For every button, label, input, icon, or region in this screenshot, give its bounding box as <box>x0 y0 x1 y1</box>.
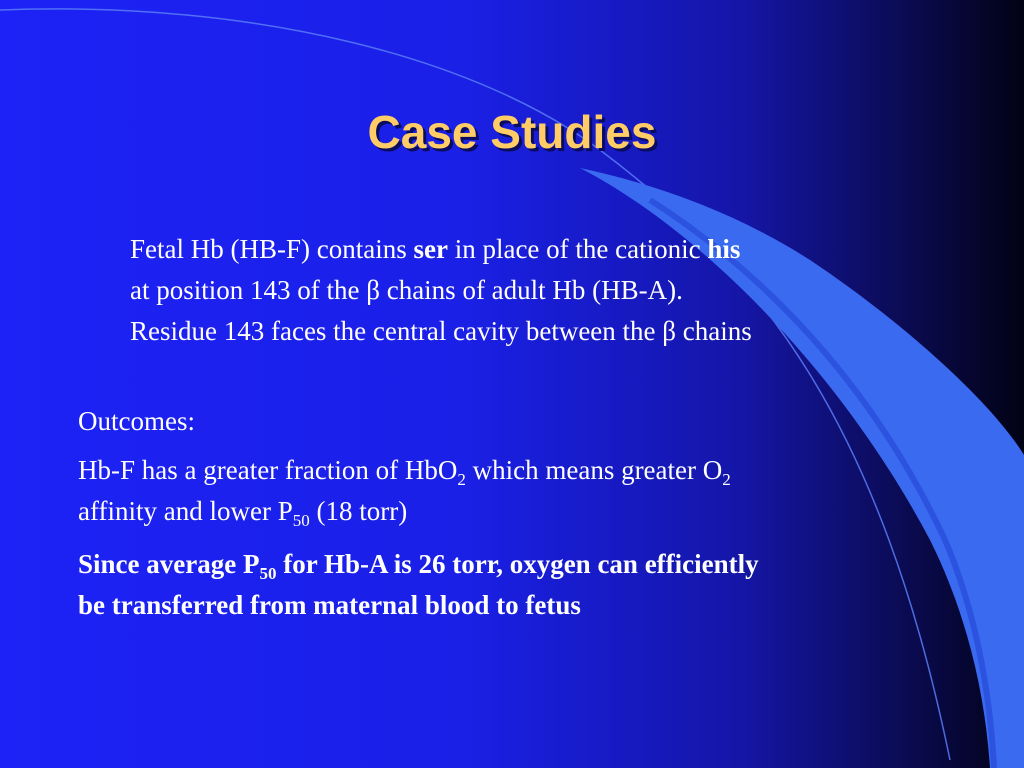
intro-bold-ser: ser <box>413 234 448 264</box>
p1-line2-text-a: affinity and lower P <box>78 496 293 526</box>
outcomes-p1-line-2 <box>78 491 978 532</box>
intro-bold-his: his <box>707 234 741 264</box>
p1-text-b: which means greater O <box>465 455 723 485</box>
p1-line2-subscript: 50 <box>292 511 310 530</box>
intro-line-1-text-a: Fetal Hb (HB-F) contains <box>130 234 414 264</box>
outcomes-p2-line-2: be transferred from maternal blood to fetus <box>78 590 581 620</box>
p1-subscript-a: 2 <box>457 470 466 489</box>
p1-text-a: Hb-F has a greater fraction of HbO <box>78 455 458 485</box>
outcomes-p1-line-1 <box>78 450 978 491</box>
intro-line-3: Residue 143 faces the central cavity between the β chains <box>130 316 752 346</box>
outcomes-heading: Outcomes: <box>78 406 195 436</box>
outcomes-paragraph-2 <box>78 544 978 626</box>
p2-text-b: for Hb-A is 26 torr, oxygen can efficiently <box>276 549 759 579</box>
outcomes-paragraph-1 <box>78 450 978 532</box>
intro-paragraph <box>130 229 950 352</box>
p1-line2-text-b: (18 torr) <box>309 496 408 526</box>
intro-line-2: at position 143 of the β chains of adult Hb (HB-A). <box>130 275 683 305</box>
p2-text-a: Since average P <box>78 549 260 579</box>
outcomes-p2-line-1 <box>78 544 978 585</box>
intro-line-1 <box>130 229 950 270</box>
outcomes-section <box>78 401 978 626</box>
intro-line-1-text-b: in place of the cationic <box>447 234 708 264</box>
p1-subscript-b: 2 <box>722 470 731 489</box>
p2-subscript: 50 <box>259 564 277 583</box>
slide-title: Case Studies <box>367 106 657 158</box>
